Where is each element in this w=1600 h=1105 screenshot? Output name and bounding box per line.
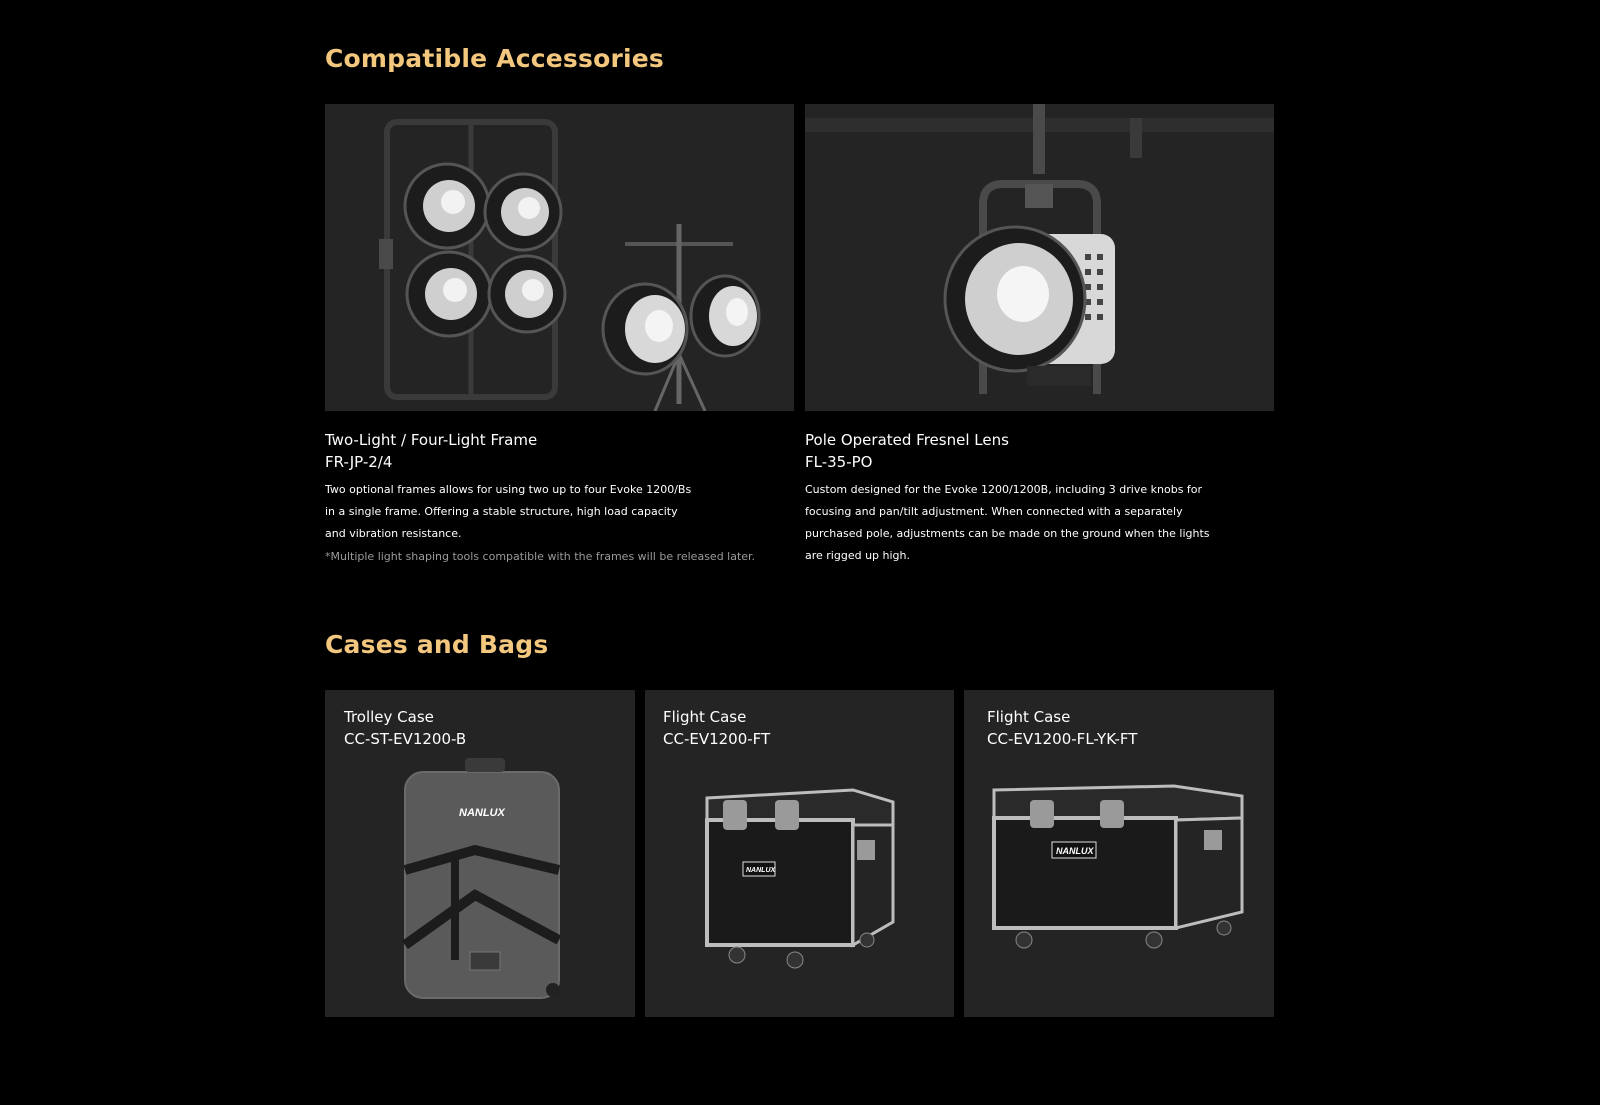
case-name: Flight Case <box>663 708 747 726</box>
case-model: CC-EV1200-FT <box>663 730 771 748</box>
description-line: are rigged up high. <box>805 549 911 562</box>
case-model: CC-EV1200-FL-YK-FT <box>987 730 1138 748</box>
case-model: CC-ST-EV1200-B <box>344 730 467 748</box>
accessory-model: FL-35-PO <box>805 453 873 471</box>
accessory-model: FR-JP-2/4 <box>325 453 393 471</box>
brand-label: NANLUX <box>746 867 776 874</box>
case-text <box>344 706 466 750</box>
accessory-name: Pole Operated Fresnel Lens <box>805 431 1009 449</box>
description-line: in a single frame. Offering a stable structure, high load capacity <box>325 505 678 518</box>
case-text <box>987 706 1137 750</box>
brand-label: NANLUX <box>459 807 505 819</box>
case-text <box>663 706 770 750</box>
description-line: and vibration resistance. <box>325 527 462 540</box>
case-name: Trolley Case <box>344 708 434 726</box>
case-card-flight-yk <box>964 690 1274 1017</box>
description-line: Custom designed for the Evoke 1200/1200B, including 3 drive knobs for <box>805 483 1203 496</box>
description-line: Two optional frames allows for using two up to four Evoke 1200/Bs <box>325 483 692 496</box>
description-line: focusing and pan/tilt adjustment. When connected with a separately <box>805 505 1183 518</box>
description-line: purchased pole, adjustments can be made on the ground when the lights <box>805 527 1210 540</box>
accessory-description <box>325 479 745 545</box>
section-title-accessories: Compatible Accessories <box>325 44 664 73</box>
case-card-trolley <box>325 690 635 1017</box>
section-title-cases: Cases and Bags <box>325 630 549 659</box>
case-name: Flight Case <box>987 708 1071 726</box>
case-card-flight-ft <box>645 690 954 1017</box>
accessory-note: *Multiple light shaping tools compatible with the frames will be released later. <box>325 550 756 563</box>
accessory-image-fresnel <box>805 104 1274 411</box>
accessory-name: Two-Light / Four-Light Frame <box>325 431 538 449</box>
accessory-card-frame <box>325 104 794 566</box>
accessory-card-fresnel <box>805 104 1274 567</box>
brand-label: NANLUX <box>1056 846 1094 856</box>
accessory-description <box>805 479 1220 567</box>
accessory-image-frame <box>325 104 794 411</box>
